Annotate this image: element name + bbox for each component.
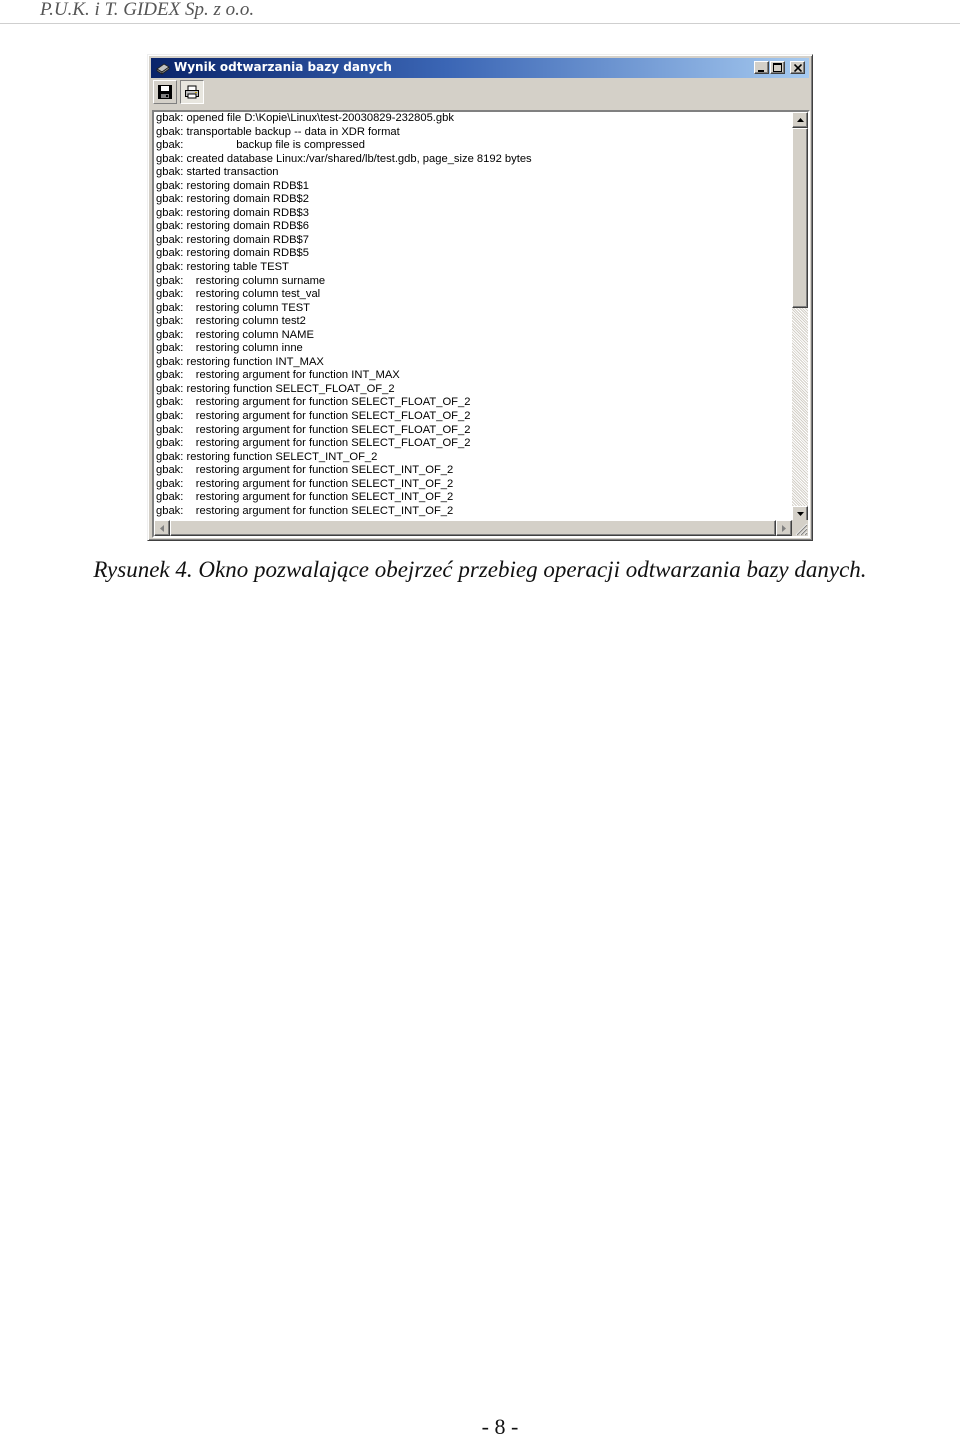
- maximize-icon: [773, 63, 782, 72]
- log-line: gbak: restoring column test2: [156, 315, 306, 328]
- log-line: gbak: restoring table TEST: [156, 261, 289, 274]
- database-icon: [155, 61, 171, 75]
- arrow-down-icon: [797, 512, 804, 516]
- toolbar: [151, 79, 809, 107]
- log-line: gbak: restoring domain RDB$2: [156, 193, 309, 206]
- vertical-scrollbar[interactable]: [792, 112, 808, 522]
- vertical-scroll-thumb[interactable]: [792, 128, 808, 308]
- title-bar[interactable]: [151, 58, 809, 78]
- log-line: gbak: restoring argument for function INT_MAX: [156, 369, 400, 382]
- log-line: gbak: restoring argument for function SELECT_FLOAT_OF_2: [156, 423, 471, 436]
- log-line: gbak: restoring function SELECT_FLOAT_OF_2: [156, 382, 395, 395]
- minimize-icon: [758, 64, 766, 72]
- log-output[interactable]: [152, 110, 810, 538]
- restore-result-window: [147, 54, 813, 541]
- resize-grip-icon: [792, 520, 808, 536]
- log-line: gbak: restoring argument for function SELECT_INT_OF_2: [156, 504, 454, 517]
- log-line: gbak: restoring argument for function SELECT_FLOAT_OF_2: [156, 437, 471, 450]
- horizontal-scroll-thumb[interactable]: [170, 520, 776, 536]
- log-line: gbak: restoring function INT_MAX: [156, 355, 324, 368]
- log-line: gbak: restoring domain RDB$5: [156, 247, 309, 260]
- log-line: gbak: backup file is compressed: [156, 139, 365, 152]
- print-button[interactable]: [180, 80, 204, 104]
- log-line: gbak: created database Linux:/var/shared/lb/test.gdb, page_size 8192 bytes: [156, 152, 532, 165]
- horizontal-scrollbar[interactable]: [154, 520, 792, 536]
- log-line: gbak: restoring argument for function SELECT_INT_OF_2: [156, 477, 454, 490]
- save-icon: [157, 84, 173, 100]
- log-line: gbak: restoring domain RDB$7: [156, 233, 309, 246]
- log-line: gbak: opened file D:\Kopie\Linux\test-20030829-232805.gbk: [156, 112, 454, 124]
- print-icon: [184, 84, 200, 100]
- scroll-left-button[interactable]: [154, 520, 170, 536]
- log-line: gbak: restoring argument for function SELECT_INT_OF_2: [156, 464, 454, 477]
- log-line: gbak: restoring column test_val: [156, 288, 321, 301]
- minimize-button[interactable]: [754, 61, 769, 74]
- log-line: gbak: restoring column inne: [156, 342, 303, 355]
- header-rule: [0, 23, 960, 24]
- close-button[interactable]: [790, 61, 805, 74]
- log-line: gbak: restoring domain RDB$6: [156, 220, 309, 233]
- log-line: gbak: restoring column TEST: [156, 301, 310, 314]
- log-line: gbak: restoring domain RDB$3: [156, 206, 309, 219]
- page-number: - 8 -: [481, 1414, 519, 1439]
- close-icon: [794, 64, 802, 72]
- save-button[interactable]: [153, 80, 177, 104]
- resize-grip[interactable]: [792, 520, 808, 536]
- log-lines: [156, 112, 786, 522]
- maximize-button[interactable]: [770, 61, 785, 74]
- scroll-right-button[interactable]: [776, 520, 792, 536]
- log-line: gbak: restoring argument for function SELECT_FLOAT_OF_2: [156, 396, 471, 409]
- arrow-right-icon: [782, 525, 786, 532]
- figure-caption: Rysunek 4. Okno pozwalające obejrzeć przebieg operacji odtwarzania bazy danych.: [93, 557, 867, 582]
- document-header: P.U.K. i T. GIDEX Sp. z o.o.: [40, 0, 255, 20]
- window-title: Wynik odtwarzania bazy danych: [174, 60, 392, 74]
- scroll-up-button[interactable]: [792, 112, 808, 128]
- log-line: gbak: restoring argument for function SELECT_INT_OF_2: [156, 491, 454, 504]
- log-line: gbak: restoring column surname: [156, 274, 326, 287]
- log-line: gbak: restoring argument for function SELECT_FLOAT_OF_2: [156, 410, 471, 423]
- log-line: gbak: transportable backup -- data in XDR format: [156, 125, 400, 138]
- arrow-up-icon: [797, 118, 804, 122]
- log-line: gbak: restoring function SELECT_INT_OF_2: [156, 450, 378, 463]
- arrow-left-icon: [160, 525, 164, 532]
- log-line: gbak: restoring column NAME: [156, 328, 314, 341]
- log-line: gbak: restoring domain RDB$1: [156, 179, 309, 192]
- log-line: gbak: started transaction: [156, 166, 279, 179]
